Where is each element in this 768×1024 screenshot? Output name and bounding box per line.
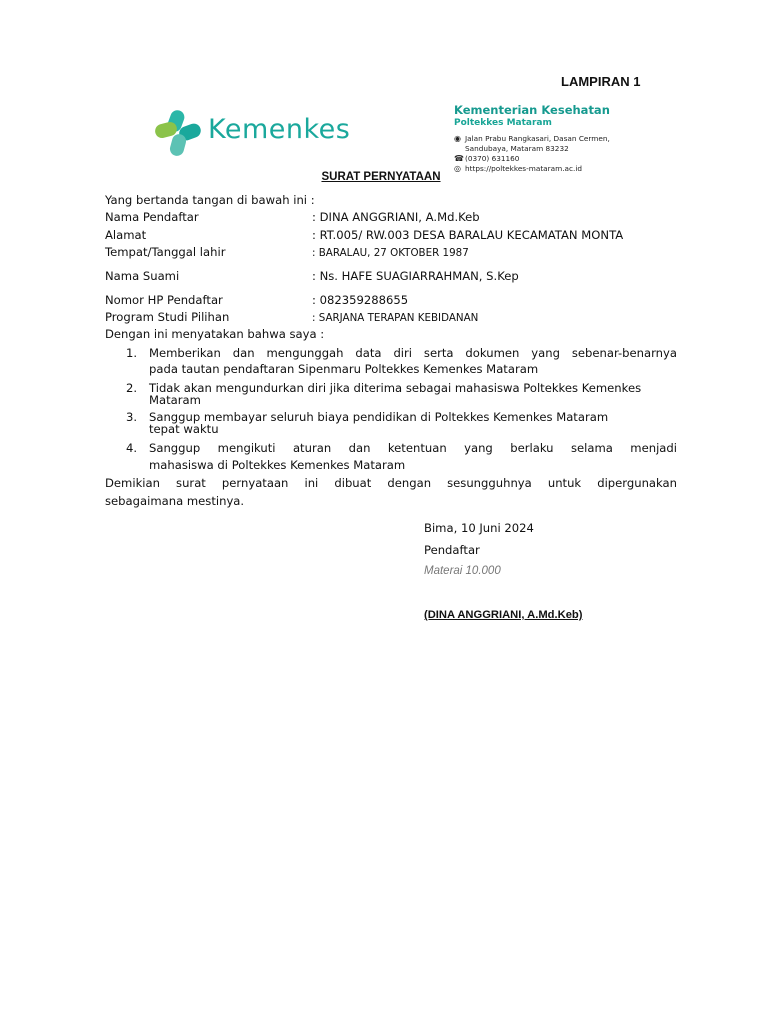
website-line: ◎ https://poltekkes-mataram.ac.id: [454, 164, 583, 173]
statement-line: Memberikan dan mengunggah data diri serta dokumen yang sebenar-benarnya: [149, 346, 677, 360]
phone-line: ☎(0370) 631160: [454, 154, 520, 163]
signer-name: (DINA ANGGRIANI, A.Md.Keb): [424, 609, 583, 621]
phone-icon: ☎: [454, 154, 464, 163]
intro-text: Yang bertanda tangan di bawah ini :: [105, 193, 315, 207]
field-value-phone: : 082359288655: [312, 293, 409, 307]
statement-line: Tidak akan mengundurkan diri jika diterima sebagai mahasiswa Poltekkes Kemenkes: [149, 381, 642, 395]
field-label-program: Program Studi Pilihan: [105, 310, 230, 324]
globe-icon: ◎: [454, 164, 461, 173]
field-value-address: : RT.005/ RW.003 DESA BARALAU KECAMATAN MONTA: [312, 228, 624, 242]
statement-line: pada tautan pendaftaran Sipenmaru Poltekkes Kemenkes Mataram: [149, 362, 539, 376]
address-line-1: ◉ Jalan Prabu Rangkasari, Dasan Cermen,: [454, 134, 610, 143]
field-value-program: : SARJANA TERAPAN KEBIDANAN: [312, 312, 479, 324]
field-label-phone: Nomor HP Pendaftar: [105, 293, 223, 307]
field-label-name: Nama Pendaftar: [105, 210, 199, 224]
closing-text-line-1: Demikian surat pernyataan ini dibuat dengan sesungguhnya untuk dipergunakan: [105, 476, 677, 490]
statement-number: 1.: [126, 346, 138, 360]
field-value-spouse: : Ns. HAFE SUAGIARRAHMAN, S.Kep: [312, 269, 519, 283]
field-label-birth: Tempat/Tanggal lahir: [105, 245, 226, 259]
closing-text-line-2: sebagaimana mestinya.: [105, 494, 245, 508]
signer-role: Pendaftar: [424, 543, 480, 557]
institution-name: Poltekkes Mataram: [454, 118, 552, 128]
ministry-name: Kementerian Kesehatan: [454, 103, 610, 117]
attachment-label: LAMPIRAN 1: [561, 74, 641, 89]
field-label-address: Alamat: [105, 228, 147, 242]
statement-number: 3.: [126, 410, 138, 424]
field-value-birth: : BARALAU, 27 OKTOBER 1987: [312, 247, 469, 259]
statement-number: 4.: [126, 441, 138, 455]
field-label-spouse: Nama Suami: [105, 269, 180, 283]
declaration-intro: Dengan ini menyatakan bahwa saya :: [105, 327, 325, 341]
kemenkes-logo-icon: [153, 108, 207, 160]
statement-line: Sanggup mengikuti aturan dan ketentuan yang berlaku selama menjadi: [149, 441, 677, 455]
stamp-note: Materai 10.000: [424, 565, 501, 577]
statement-line: mahasiswa di Poltekkes Kemenkes Mataram: [149, 458, 406, 472]
location-pin-icon: ◉: [454, 134, 461, 143]
place-date: Bima, 10 Juni 2024: [424, 521, 534, 535]
document-title: SURAT PERNYATAAN: [321, 171, 441, 183]
statement-line: Sanggup membayar seluruh biaya pendidikan di Poltekkes Kemenkes Mataram: [149, 410, 609, 424]
field-value-name: : DINA ANGGRIANI, A.Md.Keb: [312, 210, 480, 224]
brand-wordmark: Kemenkes: [208, 114, 351, 145]
statement-number: 2.: [126, 381, 138, 395]
address-line-2: Sandubaya, Mataram 83232: [465, 144, 569, 153]
statement-line: tepat waktu: [149, 422, 219, 436]
statement-line: Mataram: [149, 393, 201, 407]
